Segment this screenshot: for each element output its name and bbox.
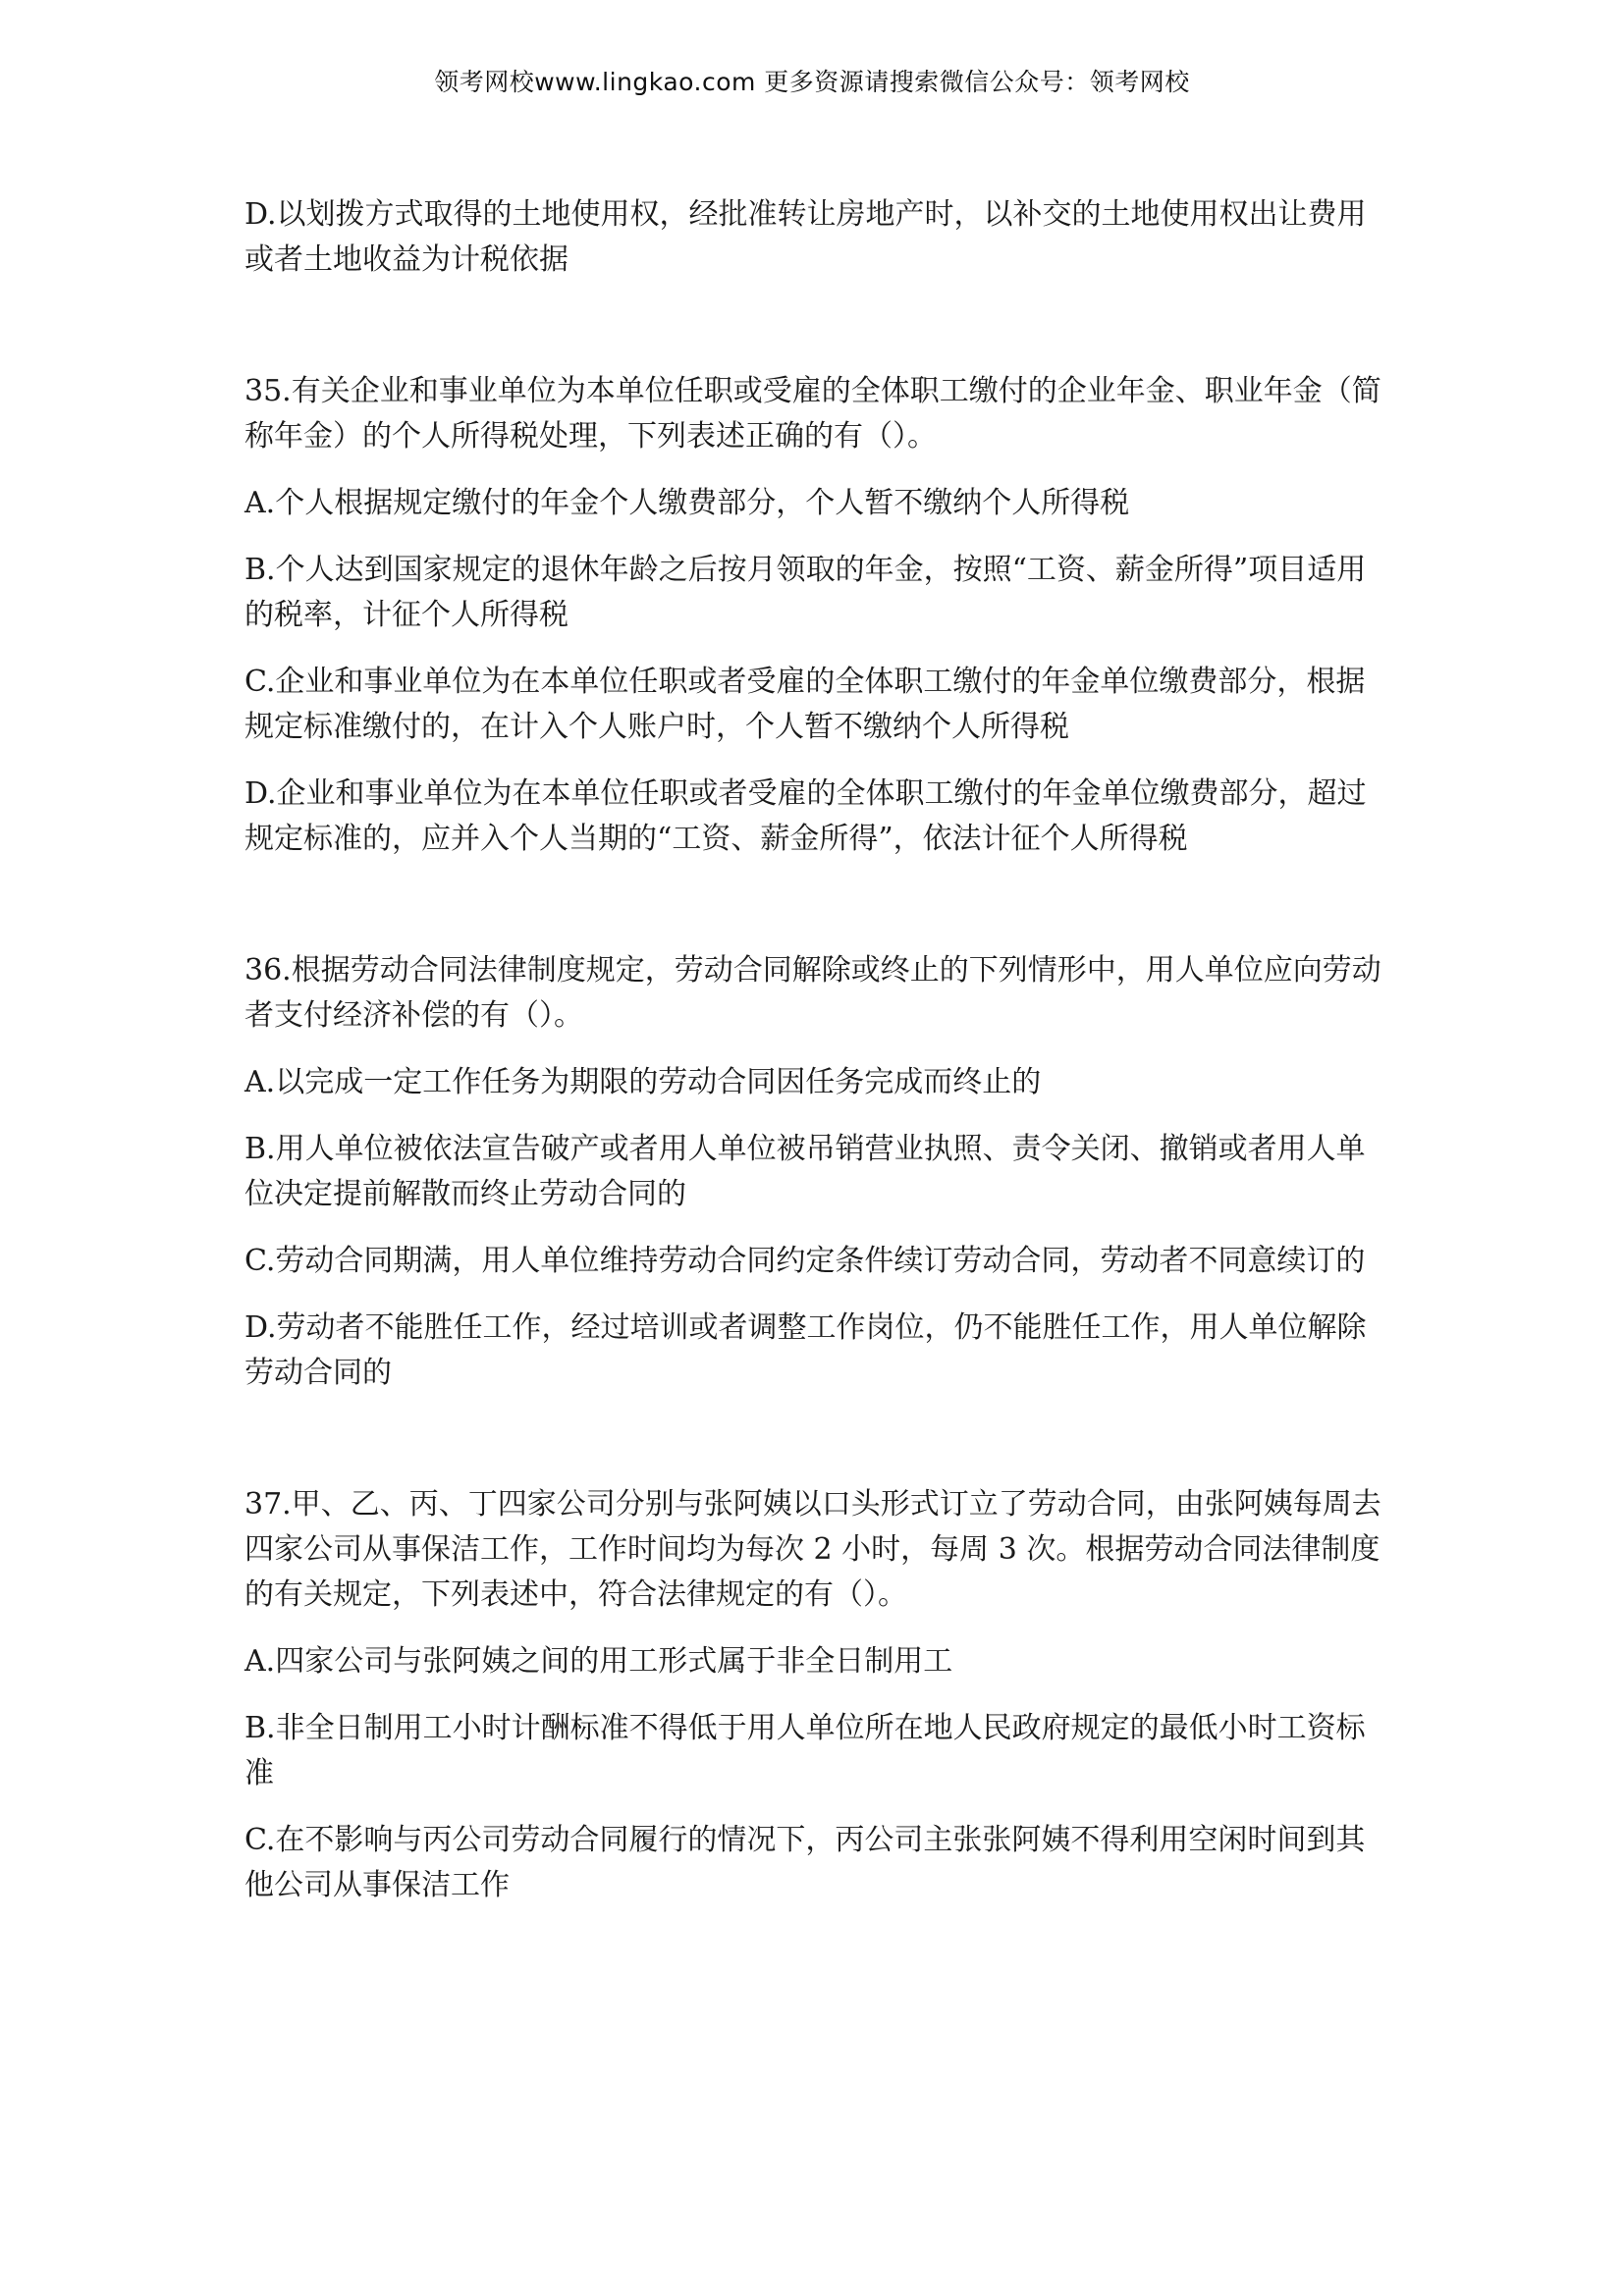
- question-block-36: [244, 948, 1385, 1396]
- option-a: A.以完成一定工作任务为期限的劳动合同因任务完成而终止的: [244, 1065, 1042, 1099]
- block-spacer: [244, 283, 1385, 369]
- question-text: 35.有关企业和事业单位为本单位任职或受雇的全体职工缴付的企业年金、职业年金（简称年金）的个人所得税处理，下列表述正确的有（）。: [244, 374, 1381, 454]
- question-text: 36.根据劳动合同法律制度规定，劳动合同解除或终止的下列情形中，用人单位应向劳动者支付经济补偿的有（）。: [244, 953, 1381, 1033]
- option-c: C.劳动合同期满，用人单位维持劳动合同约定条件续订劳动合同，劳动者不同意续订的: [244, 1244, 1366, 1278]
- option-c: C.在不影响与丙公司劳动合同履行的情况下，丙公司主张张阿姨不得利用空闲时间到其他公司从事保洁工作: [244, 1823, 1366, 1902]
- option-d: D.以划拨方式取得的土地使用权，经批准转让房地产时，以补交的土地使用权出让费用或者土地收益为计税依据: [244, 197, 1367, 277]
- question-text: 37.甲、乙、丙、丁四家公司分别与张阿姨以口头形式订立了劳动合同，由张阿姨每周去四家公司从事保洁工作，工作时间均为每次 2 小时，每周 3 次。根据劳动合同法律制度的有关规定，下列表述中，符合法律规定的有（）。: [244, 1487, 1381, 1612]
- option-d: D.企业和事业单位为在本单位任职或者受雇的全体职工缴付的年金单位缴费部分，超过规定标准的，应并入个人当期的“工资、薪金所得”，依法计征个人所得税: [244, 776, 1367, 856]
- option-a: A.四家公司与张阿姨之间的用工形式属于非全日制用工: [244, 1644, 953, 1679]
- option-b: B.个人达到国家规定的退休年龄之后按月领取的年金，按照“工资、薪金所得”项目适用的税率，计征个人所得税: [244, 553, 1367, 632]
- block-spacer: [244, 1396, 1385, 1482]
- question-block-37: [244, 1482, 1385, 1908]
- option-a: A.个人根据规定缴付的年金个人缴费部分，个人暂不缴纳个人所得税: [244, 486, 1130, 520]
- question-block-continuation: [244, 192, 1385, 283]
- option-b: B.用人单位被依法宣告破产或者用人单位被吊销营业执照、责令关闭、撤销或者用人单位决定提前解散而终止劳动合同的: [244, 1132, 1366, 1211]
- option-b: B.非全日制用工小时计酬标准不得低于用人单位所在地人民政府规定的最低小时工资标准: [244, 1711, 1366, 1790]
- question-block-35: [244, 369, 1385, 862]
- block-spacer: [244, 862, 1385, 948]
- document-body: [244, 192, 1385, 1908]
- option-c: C.企业和事业单位为在本单位任职或者受雇的全体职工缴付的年金单位缴费部分，根据规定标准缴付的，在计入个人账户时，个人暂不缴纳个人所得税: [244, 665, 1366, 744]
- option-d: D.劳动者不能胜任工作，经过培训或者调整工作岗位，仍不能胜任工作，用人单位解除劳动合同的: [244, 1310, 1367, 1390]
- page-header-banner: 领考网校www.lingkao.com 更多资源请搜索微信公众号：领考网校: [434, 68, 1190, 96]
